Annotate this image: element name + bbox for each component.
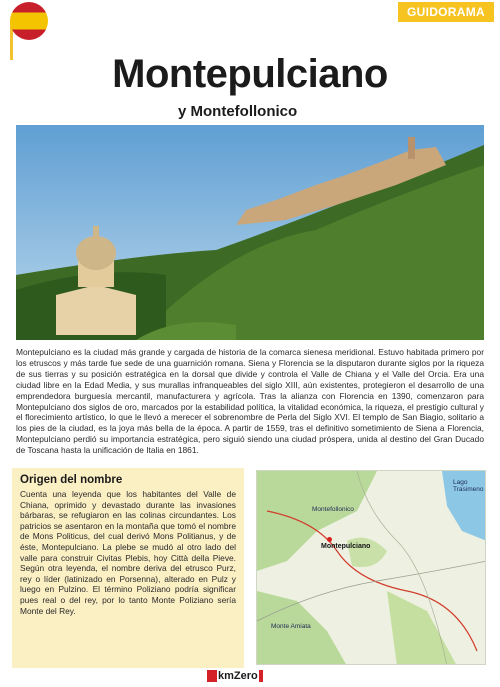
intro-paragraph: Montepulciano es la ciudad más grande y cargada de historia de la comarca sienesa meridional. Estuvo habitada primero por los etruscos y más tarde fue sede de una guarnición romana. Siena y Florencia se la disputaron durante siglos por la riqueza de sus tierras y su posición estratégica en la dorsal que divide y controla el Valle de Chiana y el Valle del Orcia. Era una ciudad libre en la Edad Media, y sus murallas infranqueables del siglo XIII, aún existentes, protegieron el desarrollo de una emprendedora burguesía mercantil, manufacturera y agrícola. Tras la alianza con Florencia en 1390, comenzaron para Montepulciano dos siglos de oro, marcados por la estabilidad política, la vitalidad económica, la riqueza, el prestigio cultural y el florecimiento artístico, lo que le llevó a merecer el sobrenombre de Perla del Siglo XVI. El templo de San Biagio, solitario a los pies de la ciudad, es la joya más bella de la época. A partir de 1559, tras el definitivo sometimiento de Siena a Florencia, Montepulciano perdió su importancia estratégica, pero siguió siendo una ciudad próspera, unida al destino del Gran Ducado de Toscana hasta la unificación de Italia en 1861. <box>16 347 484 456</box>
brand-badge: GUIDORAMA <box>398 2 494 22</box>
region-map <box>256 470 486 665</box>
page-subtitle: y Montefollonico <box>178 103 298 120</box>
flag-circle <box>10 2 48 40</box>
origin-box <box>12 468 244 668</box>
origin-heading: Origen del nombre <box>20 474 123 486</box>
publisher-end-mark <box>259 670 263 682</box>
spain-flag-icon <box>0 0 50 60</box>
map-label-montepulciano: Montepulciano <box>321 543 371 550</box>
publisher-logo <box>207 669 263 683</box>
publisher-name: kmZero <box>218 670 258 682</box>
publisher-mark-icon <box>207 670 217 682</box>
montepulciano-marker-icon <box>327 537 332 542</box>
map-label-montefollonico: Montefollonico <box>312 506 354 513</box>
landscape-photo <box>16 125 484 340</box>
origin-text: Cuenta una leyenda que los habitantes del Valle de Chiana, oprimido y devastado durante las invasiones bárbaras, se refugiaron en las colinas circundantes. Los patricios se asentaron en la montaña que tomó el nombre de Mons Politicus, del cual derivó Mons Politianus, y de éste, Montepulciano. La plebe se mudó al otro lado del valle para construir Civitas Plebis, hoy Città della Pieve. Según otra leyenda, el nombre deriva del etrusco Purz, rey o líder (latinizado en Porsenna), alterado en Pulz y luego en Pulzino. El término Poliziano podría significar pues real o del rey, por lo tanto Monte Poliziano sería Monte del Rey. <box>20 489 236 616</box>
page-title: Montepulciano <box>112 52 388 96</box>
map-label-lake: Lago Trasimeno <box>453 479 484 493</box>
map-label-amiata: Monte Amiata <box>271 623 311 630</box>
